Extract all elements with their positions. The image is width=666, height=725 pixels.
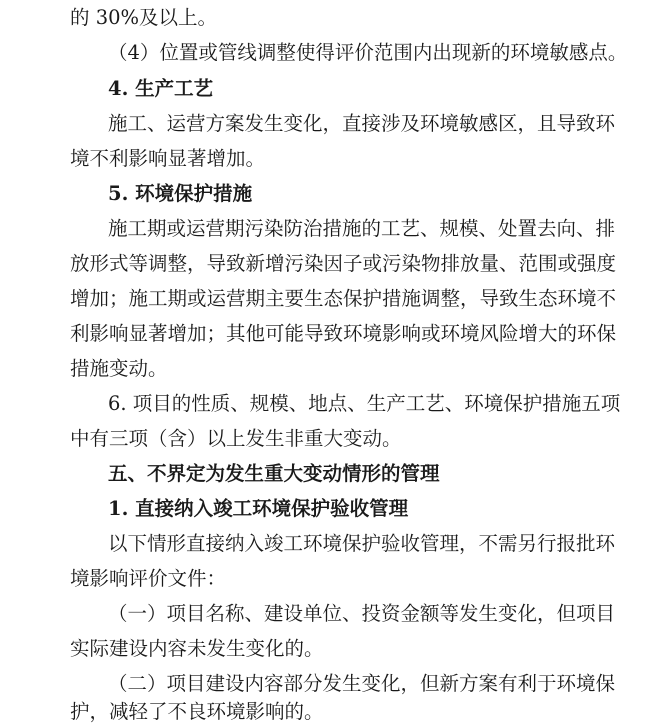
paragraph-line: 施工期或运营期污染防治措施的工艺、规模、处置去向、排 bbox=[108, 217, 616, 240]
paragraph-line: 护，减轻了不良环境影响的。 bbox=[70, 700, 324, 723]
section-heading: 4. 生产工艺 bbox=[108, 77, 214, 100]
paragraph-line: 利影响显著增加；其他可能导致环境影响或环境风险增大的环保 bbox=[70, 322, 617, 345]
chapter-heading: 五、不界定为发生重大变动情形的管理 bbox=[108, 462, 440, 485]
paragraph-line: 的 30%及以上。 bbox=[70, 6, 218, 29]
paragraph-line: （二）项目建设内容部分发生变化，但新方案有利于环境保 bbox=[108, 672, 616, 695]
paragraph-line: （一）项目名称、建设单位、投资金额等发生变化，但项目 bbox=[108, 602, 616, 625]
paragraph-line: 施工、运营方案发生变化，直接涉及环境敏感区，且导致环 bbox=[108, 112, 616, 135]
paragraph-line: 中有三项（含）以上发生非重大变动。 bbox=[70, 427, 402, 450]
section-heading: 1. 直接纳入竣工环境保护验收管理 bbox=[108, 497, 409, 520]
paragraph-line: 6. 项目的性质、规模、地点、生产工艺、环境保护措施五项 bbox=[108, 392, 621, 415]
paragraph-line: 实际建设内容未发生变化的。 bbox=[70, 637, 324, 660]
paragraph-line: 增加；施工期或运营期主要生态保护措施调整，导致生态环境不 bbox=[70, 287, 617, 310]
paragraph-line: 放形式等调整，导致新增污染因子或污染物排放量、范围或强度 bbox=[70, 252, 617, 275]
paragraph-line: 境影响评价文件： bbox=[70, 567, 227, 590]
paragraph-line: （4）位置或管线调整使得评价范围内出现新的环境敏感点。 bbox=[108, 41, 628, 64]
section-heading: 5. 环境保护措施 bbox=[108, 182, 253, 205]
paragraph-line: 措施变动。 bbox=[70, 357, 168, 380]
paragraph-line: 境不利影响显著增加。 bbox=[70, 147, 266, 170]
paragraph-line: 以下情形直接纳入竣工环境保护验收管理，不需另行报批环 bbox=[108, 532, 616, 555]
